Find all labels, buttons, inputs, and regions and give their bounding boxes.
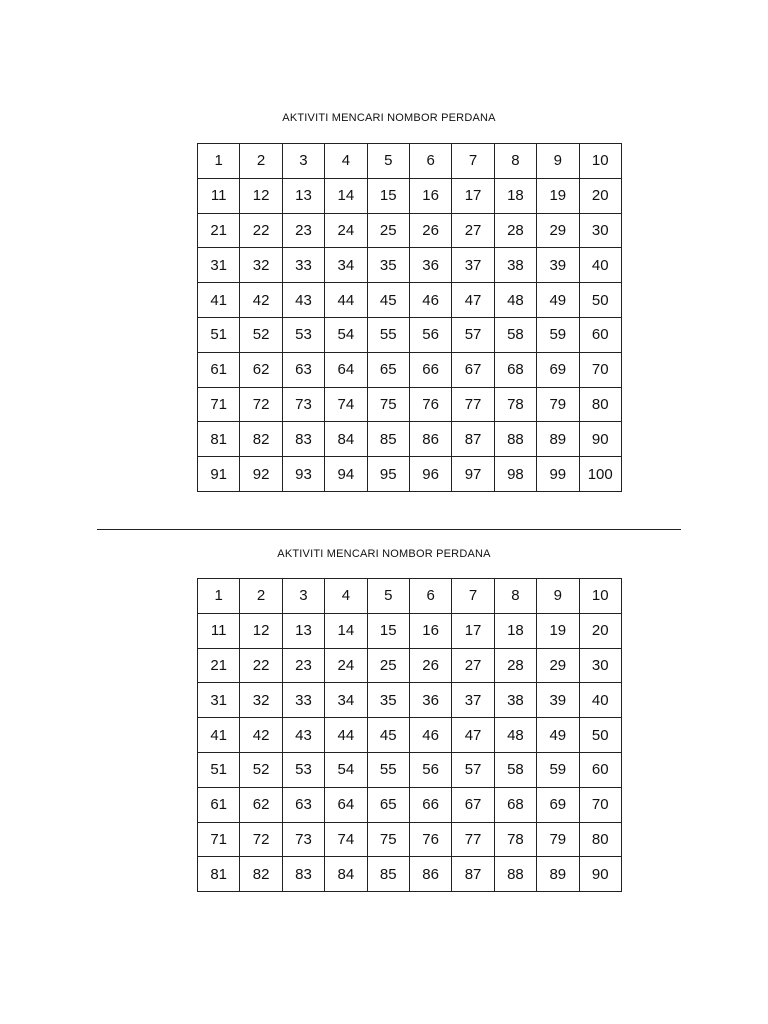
number-cell: 48 <box>494 718 536 753</box>
number-cell: 2 <box>240 144 282 179</box>
number-cell: 100 <box>579 457 621 492</box>
number-cell: 22 <box>240 213 282 248</box>
number-cell: 44 <box>325 283 367 318</box>
number-cell: 85 <box>367 857 409 892</box>
number-cell: 77 <box>452 387 494 422</box>
number-cell: 43 <box>282 718 324 753</box>
number-cell: 54 <box>325 317 367 352</box>
grid-row <box>198 613 622 648</box>
number-cell: 72 <box>240 387 282 422</box>
grid-row <box>198 213 622 248</box>
number-cell: 68 <box>494 787 536 822</box>
number-cell: 56 <box>409 317 451 352</box>
grid-row <box>198 752 622 787</box>
worksheet-title: AKTIVITI MENCARI NOMBOR PERDANA <box>277 548 491 560</box>
number-cell: 10 <box>579 579 621 614</box>
number-cell: 82 <box>240 422 282 457</box>
number-cell: 97 <box>452 457 494 492</box>
number-cell: 58 <box>494 752 536 787</box>
number-cell: 88 <box>494 422 536 457</box>
grid-row <box>198 718 622 753</box>
number-cell: 84 <box>325 422 367 457</box>
number-cell: 86 <box>409 422 451 457</box>
number-cell: 49 <box>537 283 579 318</box>
number-cell: 81 <box>198 422 240 457</box>
section-divider <box>97 529 681 530</box>
number-cell: 3 <box>282 144 324 179</box>
number-cell: 72 <box>240 822 282 857</box>
number-cell: 45 <box>367 283 409 318</box>
number-cell: 3 <box>282 579 324 614</box>
number-cell: 47 <box>452 718 494 753</box>
number-cell: 60 <box>579 752 621 787</box>
number-cell: 95 <box>367 457 409 492</box>
number-cell: 39 <box>537 683 579 718</box>
grid-row <box>198 648 622 683</box>
number-cell: 99 <box>537 457 579 492</box>
number-cell: 94 <box>325 457 367 492</box>
number-cell: 38 <box>494 248 536 283</box>
number-cell: 52 <box>240 752 282 787</box>
number-cell: 81 <box>198 857 240 892</box>
number-cell: 67 <box>452 352 494 387</box>
number-cell: 37 <box>452 683 494 718</box>
number-cell: 61 <box>198 787 240 822</box>
number-cell: 66 <box>409 787 451 822</box>
number-cell: 21 <box>198 213 240 248</box>
number-cell: 15 <box>367 178 409 213</box>
number-cell: 34 <box>325 248 367 283</box>
number-cell: 17 <box>452 178 494 213</box>
number-cell: 74 <box>325 387 367 422</box>
grid-row <box>198 787 622 822</box>
number-cell: 80 <box>579 822 621 857</box>
grid-row <box>198 248 622 283</box>
number-cell: 68 <box>494 352 536 387</box>
number-cell: 57 <box>452 752 494 787</box>
number-cell: 8 <box>494 144 536 179</box>
worksheet-bottom <box>0 546 768 883</box>
number-cell: 73 <box>282 822 324 857</box>
number-cell: 32 <box>240 248 282 283</box>
number-cell: 19 <box>537 178 579 213</box>
number-cell: 54 <box>325 752 367 787</box>
number-cell: 21 <box>198 648 240 683</box>
number-cell: 92 <box>240 457 282 492</box>
worksheet-title: AKTIVITI MENCARI NOMBOR PERDANA <box>282 112 496 124</box>
grid-row <box>198 144 622 179</box>
number-cell: 36 <box>409 248 451 283</box>
number-cell: 41 <box>198 718 240 753</box>
number-cell: 58 <box>494 317 536 352</box>
number-cell: 29 <box>537 213 579 248</box>
number-cell: 8 <box>494 579 536 614</box>
number-cell: 42 <box>240 718 282 753</box>
number-cell: 62 <box>240 352 282 387</box>
number-cell: 84 <box>325 857 367 892</box>
number-cell: 40 <box>579 248 621 283</box>
number-cell: 65 <box>367 352 409 387</box>
grid-row <box>198 317 622 352</box>
grid-row <box>198 457 622 492</box>
number-cell: 93 <box>282 457 324 492</box>
number-cell: 26 <box>409 213 451 248</box>
number-cell: 87 <box>452 857 494 892</box>
number-cell: 52 <box>240 317 282 352</box>
number-cell: 33 <box>282 683 324 718</box>
number-cell: 30 <box>579 213 621 248</box>
number-cell: 88 <box>494 857 536 892</box>
grid-row <box>198 579 622 614</box>
number-cell: 53 <box>282 317 324 352</box>
number-cell: 49 <box>537 718 579 753</box>
number-cell: 89 <box>537 422 579 457</box>
number-cell: 7 <box>452 144 494 179</box>
number-cell: 64 <box>325 352 367 387</box>
number-cell: 90 <box>579 857 621 892</box>
number-cell: 63 <box>282 352 324 387</box>
number-cell: 83 <box>282 422 324 457</box>
number-cell: 24 <box>325 213 367 248</box>
number-cell: 39 <box>537 248 579 283</box>
number-cell: 53 <box>282 752 324 787</box>
number-cell: 36 <box>409 683 451 718</box>
number-cell: 34 <box>325 683 367 718</box>
grid-row <box>198 857 622 892</box>
number-cell: 14 <box>325 178 367 213</box>
grid-row <box>198 178 622 213</box>
number-cell: 51 <box>198 317 240 352</box>
number-cell: 38 <box>494 683 536 718</box>
number-cell: 12 <box>240 178 282 213</box>
number-cell: 12 <box>240 613 282 648</box>
number-cell: 29 <box>537 648 579 683</box>
number-cell: 74 <box>325 822 367 857</box>
number-cell: 90 <box>579 422 621 457</box>
number-cell: 71 <box>198 387 240 422</box>
number-cell: 66 <box>409 352 451 387</box>
number-cell: 25 <box>367 213 409 248</box>
number-cell: 89 <box>537 857 579 892</box>
grid-row <box>198 422 622 457</box>
number-cell: 55 <box>367 317 409 352</box>
number-cell: 20 <box>579 178 621 213</box>
number-cell: 18 <box>494 178 536 213</box>
number-cell: 22 <box>240 648 282 683</box>
number-cell: 65 <box>367 787 409 822</box>
number-cell: 64 <box>325 787 367 822</box>
number-cell: 31 <box>198 683 240 718</box>
number-cell: 37 <box>452 248 494 283</box>
number-cell: 27 <box>452 648 494 683</box>
number-cell: 4 <box>325 144 367 179</box>
worksheet-top <box>0 110 768 483</box>
number-cell: 98 <box>494 457 536 492</box>
grid-row <box>198 387 622 422</box>
number-cell: 47 <box>452 283 494 318</box>
number-cell: 13 <box>282 613 324 648</box>
number-cell: 79 <box>537 387 579 422</box>
number-cell: 44 <box>325 718 367 753</box>
number-cell: 67 <box>452 787 494 822</box>
number-cell: 25 <box>367 648 409 683</box>
number-cell: 23 <box>282 648 324 683</box>
number-cell: 51 <box>198 752 240 787</box>
number-cell: 16 <box>409 613 451 648</box>
number-grid <box>197 578 622 892</box>
number-cell: 85 <box>367 422 409 457</box>
number-cell: 6 <box>409 579 451 614</box>
number-cell: 59 <box>537 317 579 352</box>
number-cell: 59 <box>537 752 579 787</box>
number-cell: 14 <box>325 613 367 648</box>
number-cell: 42 <box>240 283 282 318</box>
number-cell: 23 <box>282 213 324 248</box>
number-cell: 77 <box>452 822 494 857</box>
number-cell: 31 <box>198 248 240 283</box>
number-cell: 17 <box>452 613 494 648</box>
number-cell: 11 <box>198 178 240 213</box>
number-cell: 70 <box>579 352 621 387</box>
number-cell: 76 <box>409 387 451 422</box>
number-cell: 63 <box>282 787 324 822</box>
number-cell: 27 <box>452 213 494 248</box>
number-cell: 20 <box>579 613 621 648</box>
number-cell: 87 <box>452 422 494 457</box>
number-cell: 75 <box>367 387 409 422</box>
number-cell: 15 <box>367 613 409 648</box>
number-cell: 71 <box>198 822 240 857</box>
number-cell: 1 <box>198 579 240 614</box>
number-cell: 78 <box>494 822 536 857</box>
number-cell: 5 <box>367 579 409 614</box>
number-cell: 33 <box>282 248 324 283</box>
number-cell: 41 <box>198 283 240 318</box>
number-cell: 50 <box>579 283 621 318</box>
number-cell: 69 <box>537 787 579 822</box>
grid-row <box>198 683 622 718</box>
number-cell: 13 <box>282 178 324 213</box>
number-cell: 60 <box>579 317 621 352</box>
number-cell: 46 <box>409 283 451 318</box>
number-cell: 62 <box>240 787 282 822</box>
number-cell: 57 <box>452 317 494 352</box>
number-cell: 70 <box>579 787 621 822</box>
grid-row <box>198 352 622 387</box>
number-cell: 55 <box>367 752 409 787</box>
number-grid <box>197 143 622 492</box>
grid-row <box>198 822 622 857</box>
number-cell: 5 <box>367 144 409 179</box>
number-cell: 19 <box>537 613 579 648</box>
number-cell: 73 <box>282 387 324 422</box>
number-cell: 7 <box>452 579 494 614</box>
number-cell: 24 <box>325 648 367 683</box>
number-cell: 35 <box>367 248 409 283</box>
number-cell: 10 <box>579 144 621 179</box>
number-cell: 4 <box>325 579 367 614</box>
number-cell: 76 <box>409 822 451 857</box>
number-cell: 18 <box>494 613 536 648</box>
number-cell: 45 <box>367 718 409 753</box>
number-cell: 86 <box>409 857 451 892</box>
number-cell: 43 <box>282 283 324 318</box>
number-cell: 28 <box>494 648 536 683</box>
number-cell: 80 <box>579 387 621 422</box>
number-cell: 9 <box>537 579 579 614</box>
number-cell: 83 <box>282 857 324 892</box>
number-cell: 56 <box>409 752 451 787</box>
number-cell: 28 <box>494 213 536 248</box>
number-cell: 48 <box>494 283 536 318</box>
grid-row <box>198 283 622 318</box>
number-cell: 79 <box>537 822 579 857</box>
number-cell: 11 <box>198 613 240 648</box>
number-cell: 16 <box>409 178 451 213</box>
number-cell: 32 <box>240 683 282 718</box>
number-cell: 96 <box>409 457 451 492</box>
number-cell: 2 <box>240 579 282 614</box>
number-cell: 69 <box>537 352 579 387</box>
number-cell: 78 <box>494 387 536 422</box>
number-cell: 6 <box>409 144 451 179</box>
number-cell: 50 <box>579 718 621 753</box>
number-cell: 1 <box>198 144 240 179</box>
number-cell: 82 <box>240 857 282 892</box>
number-cell: 9 <box>537 144 579 179</box>
number-cell: 26 <box>409 648 451 683</box>
number-cell: 40 <box>579 683 621 718</box>
number-cell: 75 <box>367 822 409 857</box>
number-cell: 91 <box>198 457 240 492</box>
number-cell: 61 <box>198 352 240 387</box>
number-cell: 35 <box>367 683 409 718</box>
number-cell: 46 <box>409 718 451 753</box>
number-cell: 30 <box>579 648 621 683</box>
